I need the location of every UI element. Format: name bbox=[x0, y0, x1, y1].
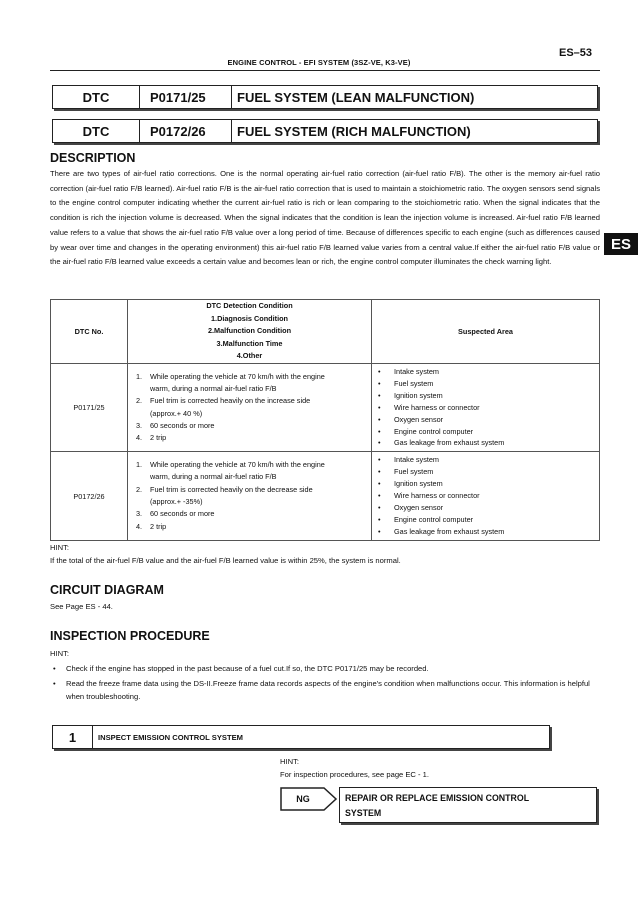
list-item: • Read the freeze frame data using the DS-II.Freeze frame data records aspects of the engine's condition when malfunctions occur. This information is helpful when troubleshooting. bbox=[53, 679, 590, 701]
header-line: 4.Other bbox=[236, 351, 263, 361]
dtc-title: FUEL SYSTEM (RICH MALFUNCTION) bbox=[237, 123, 471, 139]
hint-label: HINT: bbox=[50, 543, 69, 552]
header-title: ENGINE CONTROL - EFI SYSTEM (3SZ-VE, K3-VE) bbox=[227, 58, 411, 67]
dtc-label: DTC bbox=[53, 86, 140, 108]
condition-item: 4. 2 trip bbox=[136, 433, 167, 443]
list-item: • Fuel system bbox=[378, 467, 434, 477]
condition-cell bbox=[128, 364, 372, 452]
dtc-title: FUEL SYSTEM (LEAN MALFUNCTION) bbox=[237, 89, 475, 105]
hint-text: If the total of the air-fuel F/B value and the air-fuel F/B learned value is within 25%, the system is normal. bbox=[50, 556, 401, 565]
header-suspected-area: Suspected Area bbox=[372, 300, 600, 364]
list-item: • Wire harness or connector bbox=[378, 491, 480, 501]
list-item: • Fuel system bbox=[378, 378, 434, 388]
dtc-number: P0172/26 bbox=[51, 452, 128, 540]
list-item: • Gas leakage from exhaust system bbox=[378, 526, 505, 536]
suspected-area-cell bbox=[372, 364, 600, 452]
list-item: • Oxygen sensor bbox=[378, 502, 444, 512]
header-divider bbox=[50, 70, 600, 71]
step-hint bbox=[280, 755, 600, 781]
table-header-row bbox=[51, 300, 600, 364]
list-item: • Gas leakage from exhaust system bbox=[378, 438, 505, 448]
dtc-code: P0172/26 bbox=[140, 120, 232, 142]
circuit-diagram-reference: See Page ES - 44. bbox=[50, 602, 113, 611]
list-item: • Ignition system bbox=[378, 479, 443, 489]
dtc-label: DTC bbox=[53, 120, 140, 142]
hint-label: HINT: bbox=[280, 757, 299, 766]
condition-item: 2. Fuel trim is corrected heavily on the increase side (approx.+ 40 %) bbox=[136, 396, 311, 418]
dtc-detection-table bbox=[50, 299, 600, 541]
header-line: 2.Malfunction Condition bbox=[207, 326, 292, 336]
table-hint bbox=[50, 541, 600, 567]
ng-action-line: REPAIR OR REPLACE EMISSION CONTROL bbox=[345, 793, 530, 803]
condition-item: 3. 60 seconds or more bbox=[136, 420, 215, 430]
list-item: • Ignition system bbox=[378, 390, 443, 400]
inspection-hint-label: HINT: bbox=[50, 649, 69, 658]
list-item: • Engine control computer bbox=[378, 514, 474, 524]
dtc-title-box-rich bbox=[52, 119, 598, 143]
table-row bbox=[51, 364, 600, 452]
condition-cell bbox=[128, 452, 372, 540]
step-title: INSPECT EMISSION CONTROL SYSTEM bbox=[98, 732, 244, 742]
table-row bbox=[51, 452, 600, 540]
dtc-number: P0171/25 bbox=[51, 364, 128, 452]
header-detection-condition bbox=[128, 300, 372, 364]
description-heading: DESCRIPTION bbox=[50, 151, 136, 165]
inspection-procedure-heading: INSPECTION PROCEDURE bbox=[50, 629, 210, 643]
step-number: 1 bbox=[53, 726, 93, 748]
header-dtc-no: DTC No. bbox=[51, 300, 128, 364]
dtc-code: P0171/25 bbox=[140, 86, 232, 108]
list-item: • Check if the engine has stopped in the past because of a fuel cut.If so, the DTC P0171/25 may be recorded. bbox=[53, 664, 429, 673]
dtc-title-box-lean bbox=[52, 85, 598, 109]
hint-text: For inspection procedures, see page EC - 1. bbox=[280, 770, 430, 779]
step-1-box bbox=[52, 725, 550, 749]
condition-item: 3. 60 seconds or more bbox=[136, 509, 215, 519]
inspection-hint-list bbox=[50, 662, 600, 705]
suspected-area-cell bbox=[372, 452, 600, 540]
ng-action-box bbox=[339, 787, 597, 823]
ng-label: NG bbox=[296, 794, 310, 804]
header-line: 1.Diagnosis Condition bbox=[210, 313, 289, 323]
condition-item: 4. 2 trip bbox=[136, 521, 167, 531]
list-item: • Oxygen sensor bbox=[378, 414, 444, 424]
header-line: 3.Malfunction Time bbox=[216, 338, 283, 348]
list-item: • Intake system bbox=[378, 367, 440, 376]
list-item: • Engine control computer bbox=[378, 426, 474, 436]
section-tab: ES bbox=[604, 233, 638, 255]
page-number: ES–53 bbox=[559, 47, 593, 59]
condition-item: 2. Fuel trim is corrected heavily on the decrease side (approx.+ -35%) bbox=[136, 484, 313, 507]
condition-item: 1. While operating the vehicle at 70 km/h with the engine warm, during a normal air-fuel ratio F/B bbox=[136, 371, 325, 394]
ng-action-line: SYSTEM bbox=[345, 807, 382, 818]
circuit-diagram-heading: CIRCUIT DIAGRAM bbox=[50, 583, 164, 597]
list-item: • Intake system bbox=[378, 455, 440, 465]
condition-item: 1. While operating the vehicle at 70 km/h with the engine warm, during a normal air-fuel ratio F/B bbox=[136, 460, 325, 482]
list-item: • Wire harness or connector bbox=[378, 402, 480, 412]
description-text: There are two types of air-fuel ratio corrections. One is the normal operating air-fuel ratio correction (air-fuel ratio F/B). The other is the memory air-fuel ratio correction (air-fuel ratio F/B learned). Air-fuel ratio F/B is the air-fuel ratio correction that is used to maintain a stoichiometric ratio. The oxygen sensors send signals to the engine control computer indicating whether the current air-fuel ratio is rich or lean comparing to the stoichiometric ratio. When the signal indicates that the condition is rich the injection volume is decreased. When the signal indicates that the condition is lean the injection volume is increased. Air-fuel ratio F/B learned value refers to a value that shows the air-fuel ratio F/B value over a long period of time. Because of differences specific to each engine (such as differences caused by wear over time and changes in the operating environment) this air-fuel ratio F/B learned value varies from a central value.If either the air-fuel ratio F/B value or the air-fuel ratio F/B learned value exceeds a certain value and becomes lean or rich, the engine control computer illuminates the check warning light. bbox=[50, 169, 600, 267]
header-line: DTC Detection Condition bbox=[206, 301, 293, 311]
